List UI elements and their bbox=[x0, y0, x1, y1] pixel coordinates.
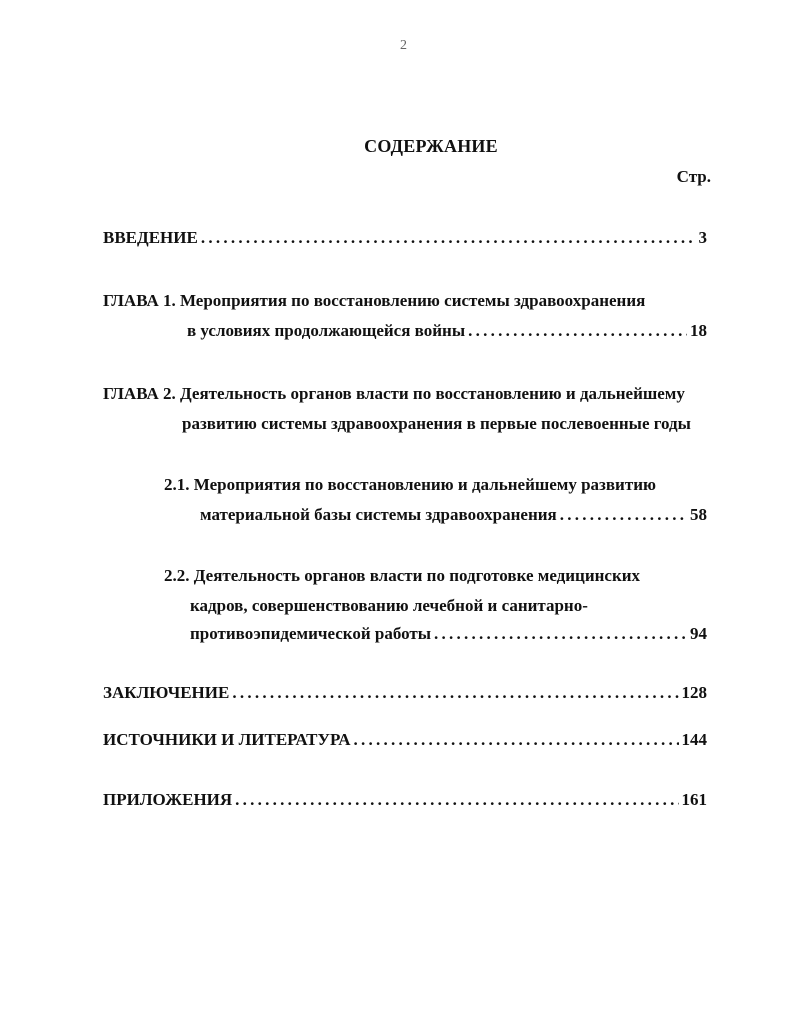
toc-entry-ch1[interactable] bbox=[187, 319, 707, 343]
toc-entry-ch1-line1: ГЛАВА 1. Мероприятия по восстановлению системы здравоохранения bbox=[103, 291, 646, 310]
toc-entry-label: ЗАКЛЮЧЕНИЕ bbox=[103, 683, 230, 702]
toc-entry-intro[interactable] bbox=[103, 226, 707, 250]
toc-entry-s22-line2: кадров, совершенствованию лечебной и санитарно- bbox=[190, 596, 588, 615]
toc-entry-page: 128 bbox=[681, 683, 707, 702]
toc-entry-label: материальной базы системы здравоохранения bbox=[200, 505, 557, 524]
toc-title: СОДЕРЖАНИЕ bbox=[364, 136, 498, 156]
toc-entry-s22-line1: 2.2. Деятельность органов власти по подготовке медицинских bbox=[164, 566, 641, 585]
dot-leader bbox=[232, 681, 678, 705]
dot-leader bbox=[353, 728, 678, 752]
toc-entry-page: 144 bbox=[681, 730, 707, 749]
toc-entry-conclusion[interactable] bbox=[103, 681, 707, 705]
toc-entry-page: 94 bbox=[690, 624, 707, 643]
toc-entry-sources[interactable] bbox=[103, 728, 707, 752]
page-number: 2 bbox=[400, 38, 407, 53]
toc-entry-label: противоэпидемической работы bbox=[190, 624, 432, 643]
toc-entry-page: 18 bbox=[690, 321, 707, 340]
toc-entry-label: ВВЕДЕНИЕ bbox=[103, 228, 198, 247]
dot-leader bbox=[235, 788, 678, 812]
toc-entry-s22[interactable] bbox=[190, 622, 707, 646]
toc-entry-label: в условиях продолжающейся войны bbox=[187, 321, 466, 340]
dot-leader bbox=[468, 319, 687, 343]
toc-entry-page: 161 bbox=[681, 790, 707, 809]
toc-entry-page: 58 bbox=[690, 505, 707, 524]
toc-entry-page: 3 bbox=[698, 228, 707, 247]
toc-entry-label: ПРИЛОЖЕНИЯ bbox=[103, 790, 233, 809]
toc-entry-s21[interactable] bbox=[200, 503, 707, 527]
toc-entry-appendix[interactable] bbox=[103, 788, 707, 812]
dot-leader bbox=[560, 503, 687, 527]
toc-entry-label: ИСТОЧНИКИ И ЛИТЕРАТУРА bbox=[103, 730, 351, 749]
dot-leader bbox=[434, 622, 687, 646]
toc-entry-s21-line1: 2.1. Мероприятия по восстановлению и дальнейшему развитию bbox=[164, 475, 656, 494]
toc-entry-ch2-line2: развитию системы здравоохранения в первые послевоенные годы bbox=[182, 414, 691, 433]
dot-leader bbox=[201, 226, 696, 250]
toc-entry-ch2-line1[interactable]: ГЛАВА 2. Деятельность органов власти по восстановлению и дальнейшему bbox=[103, 384, 685, 403]
page-column-label: Стр. bbox=[676, 167, 711, 186]
